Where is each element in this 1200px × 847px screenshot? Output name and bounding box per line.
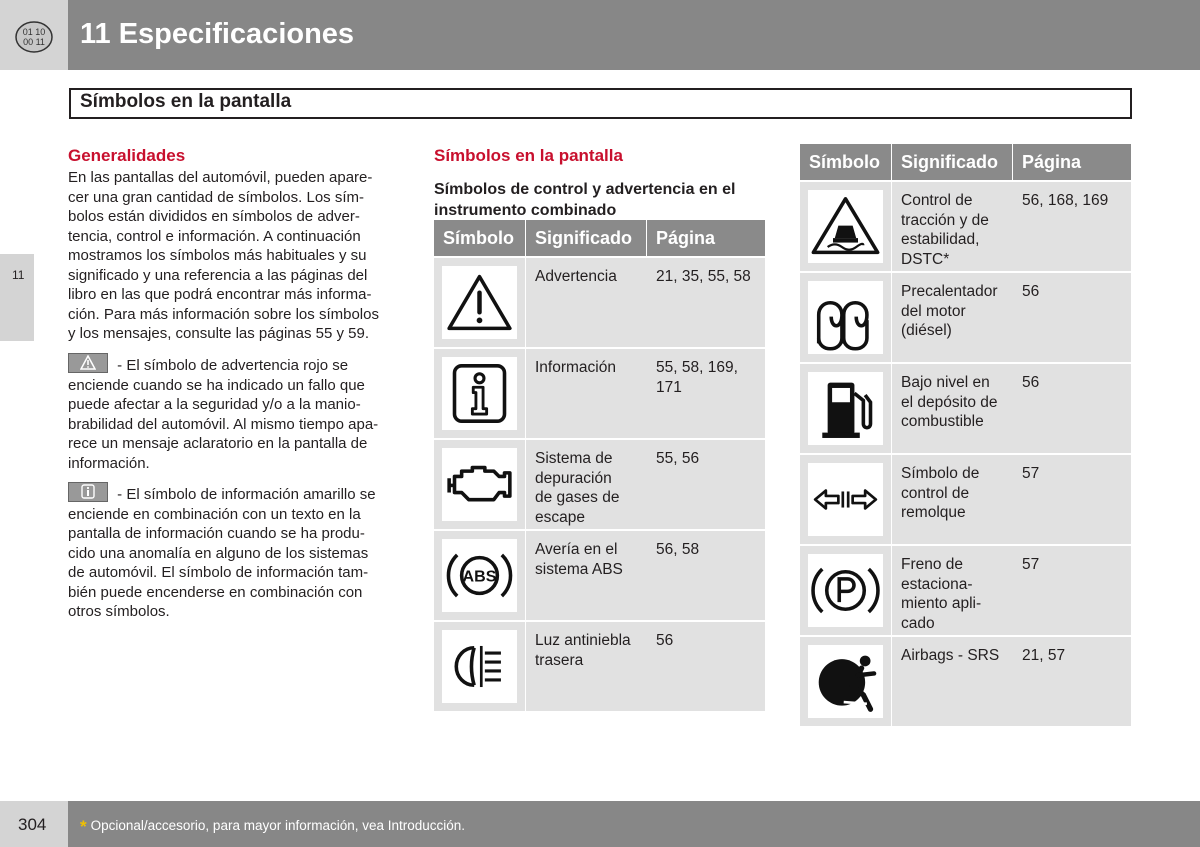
meaning-text: Advertencia <box>535 268 617 285</box>
meaning-text: Avería en el sistema ABS <box>535 541 623 578</box>
svg-text:00 11: 00 11 <box>23 37 45 47</box>
table-row <box>434 258 765 347</box>
svg-text:ABS: ABS <box>462 567 497 586</box>
meaning-text: Bajo nivel en el depósito de combustible <box>901 374 998 430</box>
page-text: 55, 58, 169, 171 <box>656 359 738 396</box>
chapter-title: 11 Especificaciones <box>80 18 355 50</box>
page-text: 21, 57 <box>1022 647 1066 664</box>
footnote-text: Opcional/accesorio, para mayor información, vea Introducción. <box>90 818 466 833</box>
table-row <box>800 364 1131 453</box>
table-row <box>800 637 1131 726</box>
column-header: Significado <box>901 152 999 172</box>
subheading-line: instrumento combinado <box>434 201 617 219</box>
text-line: cer una gran cantidad de símbolos. Los sím- <box>68 188 364 206</box>
info-paragraph <box>68 482 376 622</box>
text-line: de automóvil. El símbolo de información tam- <box>68 564 369 581</box>
table-row <box>800 273 1131 362</box>
page-text: 21, 35, 55, 58 <box>656 268 751 285</box>
page-number: 304 <box>18 815 47 834</box>
meaning-text: Luz antiniebla trasera <box>535 632 631 669</box>
symbols-table-instrument <box>434 220 764 707</box>
meaning-text: Información <box>535 359 616 376</box>
text-line: pantalla de información cuando se ha produ- <box>68 525 365 542</box>
column-header: Página <box>1022 152 1082 172</box>
page-text: 57 <box>1022 556 1040 573</box>
text-line: cido una anomalía en alguno de los sistemas <box>68 544 369 562</box>
text-line: En las pantallas del automóvil, pueden apare- <box>68 169 373 186</box>
page-text: 56 <box>656 632 674 649</box>
intro-paragraph <box>68 168 379 344</box>
text-line: enciende en combinación con un texto en la <box>68 505 361 523</box>
stability-control-icon <box>808 190 883 263</box>
trailer-turn-signal-icon <box>808 463 883 536</box>
fuel-pump-icon <box>808 372 883 445</box>
page-text: 57 <box>1022 465 1040 482</box>
page-text: 56, 168, 169 <box>1022 192 1109 209</box>
meaning-text: Freno de estaciona- miento apli- cado <box>901 556 982 632</box>
subheading-line: Símbolos de control y advertencia en el <box>434 181 736 198</box>
svg-text:01 10: 01 10 <box>22 27 46 37</box>
symbols-subheading <box>434 180 735 221</box>
text-line: y los mensajes, consulte las páginas 55 y 59. <box>68 325 370 342</box>
text-line: ción. Para más información sobre los símbolos <box>68 305 379 323</box>
side-tab-number: 11 <box>12 268 25 282</box>
column-header: Significado <box>535 228 633 248</box>
warning-paragraph <box>68 353 378 473</box>
table-row <box>434 349 765 438</box>
page-text: 56 <box>1022 374 1040 391</box>
engine-icon <box>442 448 517 521</box>
meaning-text: Precalentador del motor (diésel) <box>901 283 998 339</box>
meaning-text: Control de tracción y de estabilidad, DSTC* <box>901 192 989 268</box>
meaning-text: Símbolo de control de remolque <box>901 465 980 521</box>
text-line: información. <box>68 454 150 472</box>
section-title: Símbolos en la pantalla <box>80 91 292 112</box>
footnote <box>80 817 465 837</box>
table-row <box>800 182 1131 271</box>
text-line: - El símbolo de advertencia rojo se <box>68 353 378 376</box>
table-row <box>434 440 765 529</box>
page-text: 56, 58 <box>656 541 700 558</box>
meaning-text: Airbags - SRS <box>901 647 1000 664</box>
column-header: Símbolo <box>443 228 514 248</box>
text-line: rece un mensaje aclaratorio en la pantalla de <box>68 435 368 452</box>
glow-plug-icon <box>808 281 883 354</box>
footnote-star: * <box>80 817 87 836</box>
table-row <box>434 622 765 711</box>
page-text: 56 <box>1022 283 1040 300</box>
text-line: bolos están divididos en símbolos de adver- <box>68 208 360 225</box>
text-line: mostramos los símbolos más habituales y su <box>68 247 367 264</box>
column-header: Página <box>656 228 716 248</box>
text-line: enciende cuando se ha indicado un fallo que <box>68 376 365 394</box>
text-line: bién puede encenderse en combinación con <box>68 583 363 601</box>
airbag-icon <box>808 645 883 718</box>
table-header <box>800 144 1131 180</box>
text-line: significado y una referencia a las páginas del <box>68 266 368 284</box>
text-line: puede afectar a la seguridad y/o a la manio- <box>68 396 361 413</box>
text-line: brabilidad del automóvil. Al mismo tiempo apa- <box>68 415 379 433</box>
table-row <box>800 455 1131 544</box>
symbols-heading: Símbolos en la pantalla <box>434 146 623 165</box>
rear-fog-light-icon <box>442 630 517 703</box>
text-line: libro en las que podrá encontrar más informa- <box>68 286 372 303</box>
warning-triangle-icon <box>442 266 517 339</box>
table-row <box>434 531 765 620</box>
text-line: tencia, control e información. A continuación <box>68 227 361 245</box>
text-line: otros símbolos. <box>68 603 170 620</box>
table-header <box>434 220 765 256</box>
chapter-badge-icon <box>15 21 53 53</box>
abs-icon <box>442 539 517 612</box>
page-text: 55, 56 <box>656 450 700 467</box>
warning-triangle-icon <box>68 353 108 373</box>
meaning-text: Sistema de depuración de gases de escape <box>535 450 620 526</box>
parking-brake-icon <box>808 554 883 627</box>
generalidades-heading: Generalidades <box>68 146 186 165</box>
column-header: Símbolo <box>809 152 880 172</box>
information-icon <box>442 357 517 430</box>
table-row <box>800 546 1131 635</box>
information-icon <box>68 482 108 502</box>
symbols-table-display <box>800 144 1130 722</box>
text-line: - El símbolo de información amarillo se <box>68 482 376 505</box>
